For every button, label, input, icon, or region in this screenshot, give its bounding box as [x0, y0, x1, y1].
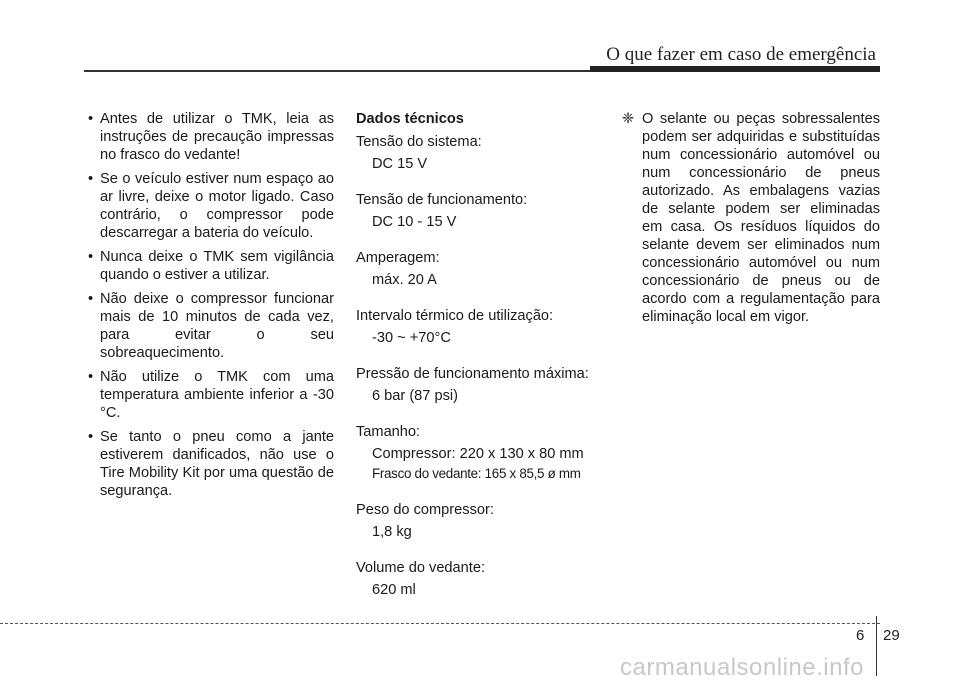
section-title: O que fazer em caso de emergência — [606, 44, 876, 65]
precaution-item: • Se tanto o pneu como a jante estiverem danificados, não use o Tire Mobility Kit por uma questão de segurança. — [88, 428, 334, 500]
chapter-number: 6 — [856, 627, 865, 644]
precaution-item: • Não deixe o compressor funcionar mais de 10 minutos de cada vez, para evitar o seu sobreaquecimento. — [88, 290, 334, 362]
specs-column — [356, 110, 614, 617]
spec-label: Peso do compressor: — [356, 502, 494, 518]
spec-value: Compressor: 220 x 130 x 80 mm — [372, 446, 584, 462]
spec-value: DC 15 V — [372, 156, 428, 172]
footer-rule — [0, 623, 880, 624]
header-rule-thin — [84, 70, 594, 72]
note-paragraph — [622, 110, 880, 326]
spec-value: 620 ml — [372, 582, 416, 598]
note-column — [622, 110, 880, 326]
spec-label: Intervalo térmico de utilização: — [356, 308, 554, 324]
page-number: 29 — [883, 627, 900, 644]
precautions-column — [88, 110, 334, 506]
note-asterism-icon: ❈ — [622, 111, 635, 127]
precaution-item: • Não utilize o TMK com uma temperatura ambiente inferior a -30 °C. — [88, 368, 334, 422]
precaution-item: • Nunca deixe o TMK sem vigilância quando o estiver a utilizar. — [88, 248, 334, 284]
precaution-item: • Antes de utilizar o TMK, leia as instruções de precaução impressas no frasco do vedante! — [88, 110, 334, 164]
spec-label: Amperagem: — [356, 250, 440, 266]
spec-value: 1,8 kg — [372, 524, 412, 540]
spec-value: Frasco do vedante: 165 x 85,5 ø mm — [372, 466, 581, 481]
specs-heading: Dados técnicos — [356, 111, 464, 127]
spec-value: DC 10 - 15 V — [372, 214, 457, 230]
spec-label: Tensão do sistema: — [356, 134, 482, 150]
note-text: O selante ou peças sobressalentes podem ser adquiridas e substituídas num concessionário automóvel ou num concessionário de pneus autorizado. As embalagens vazias de selante podem ser eliminadas em casa. Os resíduos líquidos do selante devem ser eliminados num concessionário automóvel ou num concessionário de pneus ou de acordo com a regulamentação para eliminação local em vigor. — [642, 111, 880, 325]
spec-value: máx. 20 A — [372, 272, 437, 288]
spec-label: Pressão de funcionamento máxima: — [356, 366, 589, 382]
precautions-list — [88, 110, 334, 500]
watermark: carmanualsonline.info — [620, 654, 864, 681]
header-rule-thick — [590, 66, 880, 72]
spec-value: -30 ~ +70°C — [372, 330, 451, 346]
footer-divider — [876, 616, 877, 676]
spec-label: Tensão de funcionamento: — [356, 192, 528, 208]
spec-value: 6 bar (87 psi) — [372, 388, 458, 404]
spec-label: Tamanho: — [356, 424, 421, 440]
precaution-item: • Se o veículo estiver num espaço ao ar livre, deixe o motor ligado. Caso contrário, o compressor pode descarregar a bateria do veículo. — [88, 170, 334, 242]
spec-label: Volume do vedante: — [356, 560, 486, 576]
